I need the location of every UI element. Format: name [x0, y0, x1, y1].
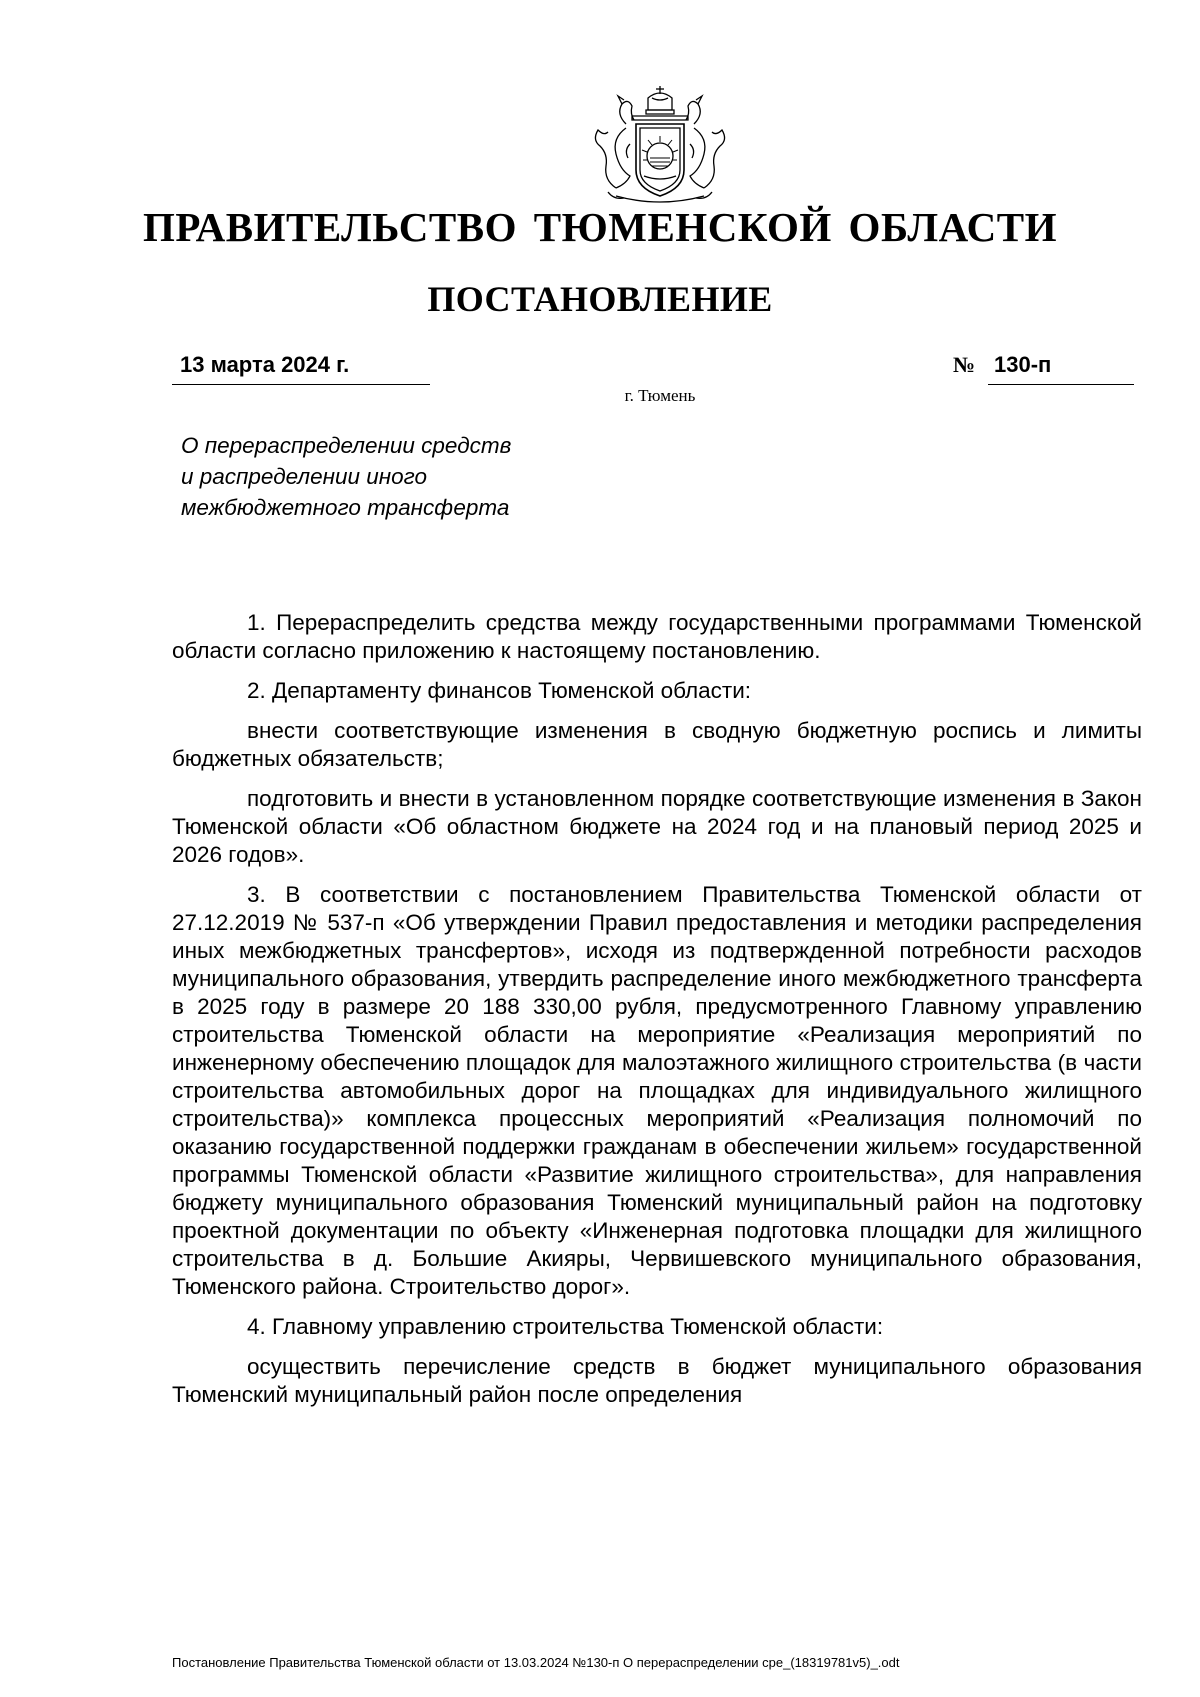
paragraph: подготовить и внести в установленном порядке соответствующие изменения в Закон Тюменской области «Об областном бюджете на 2024 год и на плановый период 2025 и 2026 годов». [172, 786, 1142, 867]
subject-line: и распределении иного [181, 464, 428, 489]
document-body [172, 609, 1142, 1421]
document-date: 13 марта 2024 г. [180, 352, 350, 377]
document-subject [181, 430, 511, 523]
paragraph: внести соответствующие изменения в сводную бюджетную роспись и лимиты бюджетных обязательств; [172, 718, 1142, 771]
government-title: ПРАВИТЕЛЬСТВО ТЮМЕНСКОЙ ОБЛАСТИ [142, 204, 1057, 250]
document-type: ПОСТАНОВЛЕНИЕ [427, 279, 773, 319]
paragraph: 4. Главному управлению строительства Тюменской области: [247, 1314, 884, 1339]
paragraph: 2. Департаменту финансов Тюменской области: [247, 678, 752, 703]
paragraph: 1. Перераспределить средства между государственными программами Тюменской области согласно приложению к настоящему постановлению. [172, 610, 1142, 663]
paragraph: 3. В соответствии с постановлением Правительства Тюменской области от 27.12.2019 № 537-п «Об утверждении Правил предоставления и методики распределения иных межбюджетных трансфертов», исходя из подтвержденной потребности расходов муниципального образования, утвердить распределение иного межбюджетного трансферта в 2025 году в размере 20 188 330,00 рубля, предусмотренного Главному управлению строительства Тюменской области на мероприятие «Реализация мероприятий по инженерному обеспечению площадок для малоэтажного жилищного строительства (в части строительства автомобильных дорог на площадках для индивидуального жилищного строительства)» комплекса процессных мероприятий «Реализация полномочий по оказанию государственной поддержки гражданам в обеспечении жильем» государственной программы Тюменской области «Развитие жилищного строительства», для направления бюджету муниципального образования Тюменский муниципальный район на подготовку проектной документации по объекту «Инженерная подготовка площадки для жилищного строительства в д. Большие Акияры, Червишевского муниципального образования, Тюменского района. Строительство дорог». [172, 882, 1142, 1299]
subject-line: межбюджетного трансферта [181, 495, 510, 520]
city: г. Тюмень [624, 386, 696, 405]
subject-line: О перераспределении средств [181, 433, 512, 458]
number-field [988, 352, 1134, 385]
paragraph: осуществить перечисление средств в бюджет муниципального образования Тюменский муниципальный район после определения [172, 1354, 1142, 1407]
page-footer: Постановление Правительства Тюменской области от 13.03.2024 №130-п О перераспределении сре_(18319781v5)_.odt [172, 1655, 900, 1670]
document-number: 130-п [994, 352, 1052, 377]
number-sign: № [953, 352, 976, 377]
date-field [172, 352, 430, 385]
coat-of-arms-icon [586, 84, 734, 208]
